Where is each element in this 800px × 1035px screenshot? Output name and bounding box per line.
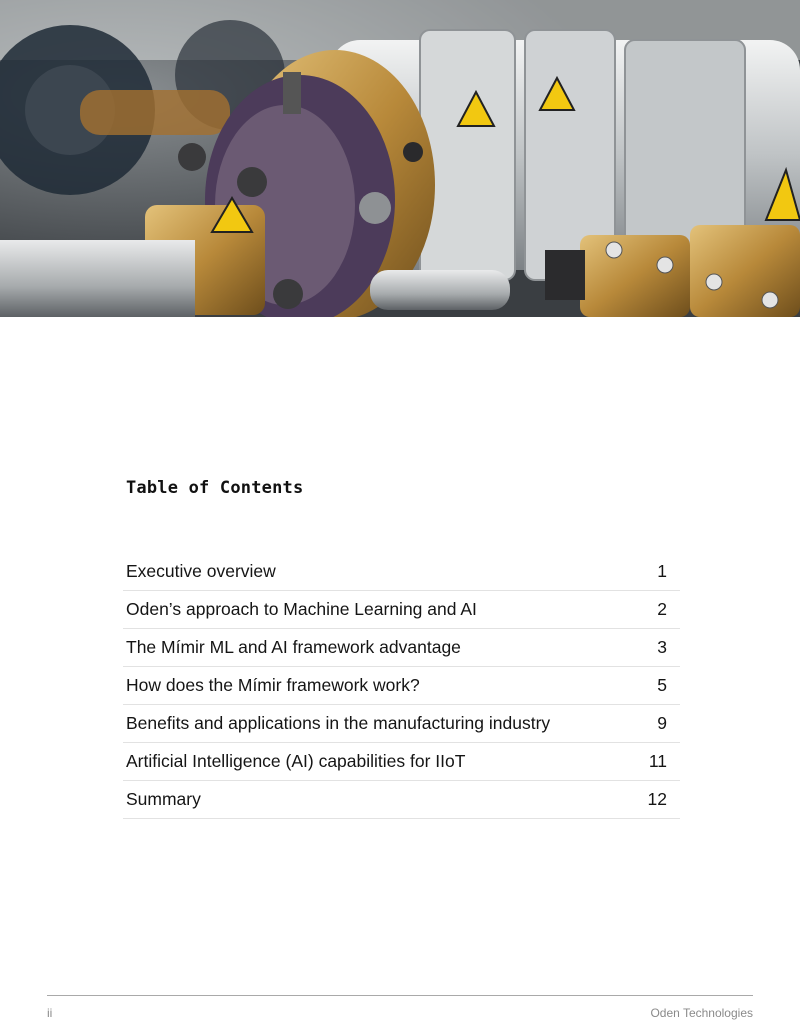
toc-entry-page: 11 <box>648 751 667 771</box>
toc-entry-page: 12 <box>647 789 667 809</box>
toc-entry-summary[interactable] <box>123 781 680 819</box>
toc-list <box>123 553 680 819</box>
toc-entry-ai-capabilities[interactable] <box>123 743 680 781</box>
toc-entry-label: Oden’s approach to Machine Learning and AI <box>126 599 477 619</box>
toc-entry-executive-overview[interactable] <box>123 553 680 591</box>
industrial-extruder-photo <box>0 0 800 317</box>
toc-entry-odens-approach[interactable] <box>123 591 680 629</box>
toc-entry-page: 3 <box>657 637 667 657</box>
toc-entry-page: 5 <box>657 675 667 695</box>
toc-entry-page: 1 <box>657 561 667 581</box>
toc-entry-label: Summary <box>126 789 201 809</box>
footer-company-name: Oden Technologies <box>650 1006 753 1020</box>
footer-divider <box>47 995 753 996</box>
toc-entry-benefits-applications[interactable] <box>123 705 680 743</box>
toc-entry-label: The Mímir ML and AI framework advantage <box>126 637 461 657</box>
toc-entry-page: 9 <box>657 713 667 733</box>
toc-entry-label: Executive overview <box>126 561 276 581</box>
toc-entry-label: How does the Mímir framework work? <box>126 675 420 695</box>
toc-entry-label: Artificial Intelligence (AI) capabilities for IIoT <box>126 751 466 771</box>
toc-entry-mimir-advantage[interactable] <box>123 629 680 667</box>
toc-entry-page: 2 <box>657 599 667 619</box>
toc-entry-mimir-how-it-works[interactable] <box>123 667 680 705</box>
toc-title: Table of Contents <box>126 478 304 498</box>
hero-image <box>0 0 800 317</box>
footer-page-number: ii <box>47 1006 53 1020</box>
toc-entry-label: Benefits and applications in the manufacturing industry <box>126 713 551 733</box>
